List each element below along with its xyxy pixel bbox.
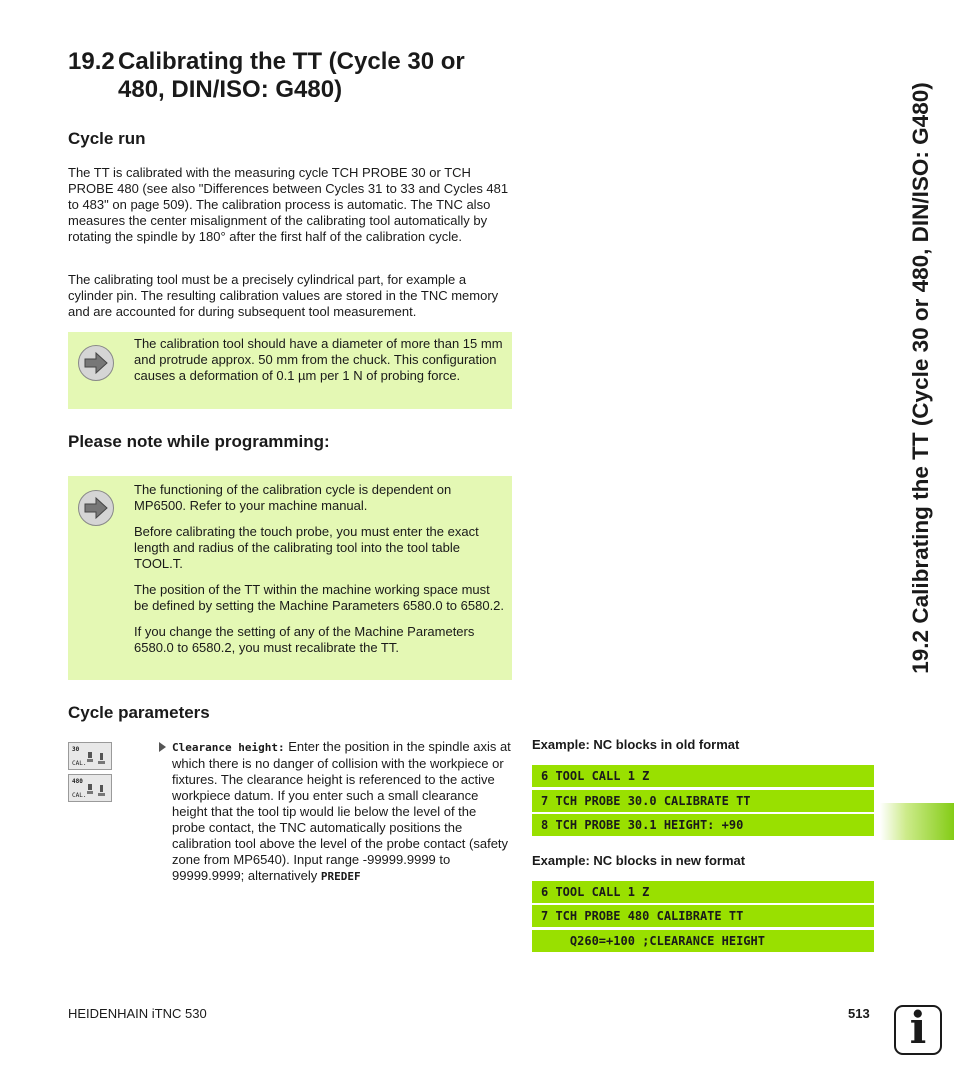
nc-block: 6 TOOL CALL 1 Z: [532, 881, 874, 903]
parameter-description: Enter the position in the spindle axis at which there is no danger of collision with the workpiece or fixtures. The clearance height is referenced to the active workpiece datum. If you enter such a small clearance height that the tool tip would lie below the level of the probe contact, the TNC automatically positions the calibration tool above the level of the probe contact (safety zone from MP6540). Input range -99999.9999 to 99999.9999; alternatively: [172, 739, 511, 883]
title-line-1: Calibrating the TT (Cycle 30 or: [118, 48, 465, 75]
chapter-tab: [880, 803, 954, 840]
triangle-bullet-icon: [159, 742, 166, 752]
info-icon: [894, 1005, 942, 1055]
note-item: The functioning of the calibration cycle is dependent on MP6500. Refer to your machine manual.: [134, 482, 452, 513]
title-line-2: 480, DIN/ISO: G480): [118, 76, 343, 103]
nc-block: Q260=+100 ;CLEARANCE HEIGHT: [532, 930, 874, 952]
example-old-heading: Example: NC blocks in old format: [532, 737, 740, 752]
nc-block: 7 TCH PROBE 30.0 CALIBRATE TT: [532, 790, 874, 812]
section-number: 19.2: [68, 48, 115, 75]
nc-block: 7 TCH PROBE 480 CALIBRATE TT: [532, 905, 874, 927]
info-glyph: i: [909, 1003, 927, 1054]
tool-probe-icon: [87, 781, 109, 797]
cycle-run-paragraph-1: The TT is calibrated with the measuring cycle TCH PROBE 30 or TCH PROBE 480 (see also "Differences between Cycles 31 to 33 and Cycles 481 to 483" on page 509). The calibration process is automatic. The TNC also measures the center misalignment of the calibrating tool automatically by rotating the spindle by 180° after the first half of the calibration cycle.: [68, 165, 509, 244]
cycle-run-paragraph-2: The calibrating tool must be a precisely cylindrical part, for example a cylinder pin. The resulting calibration values are stored in the TNC memory and are accounted for during subsequent tool measurement.: [68, 272, 499, 319]
page-title: [68, 48, 538, 104]
softkey-number: 30: [72, 746, 80, 753]
nc-block: 8 TCH PROBE 30.1 HEIGHT: +90: [532, 814, 874, 836]
parameter-name: Clearance height:: [172, 741, 285, 754]
cycle-run-heading: Cycle run: [68, 129, 146, 148]
calibration-tool-note: [68, 332, 512, 409]
tool-probe-icon: [87, 749, 109, 765]
example-new-heading: Example: NC blocks in new format: [532, 853, 746, 868]
softkey-cycle-30[interactable]: [68, 742, 112, 770]
parameter-alternative: PREDEF: [320, 870, 361, 883]
softkey-label: CAL.: [72, 760, 87, 767]
footer-brand: HEIDENHAIN iTNC 530: [68, 1006, 207, 1021]
note-text: The calibration tool should have a diameter of more than 15 mm and protrude approx. 50 mm from the chuck. This configuration causes a deformation of 0.1 µm per 1 N of probing force.: [134, 336, 503, 383]
programming-heading: Please note while programming:: [68, 432, 330, 451]
softkey-cycle-480[interactable]: [68, 774, 112, 802]
note-item: If you change the setting of any of the Machine Parameters 6580.0 to 6580.2, you must recalibrate the TT.: [134, 624, 475, 655]
softkey-label: CAL.: [72, 792, 87, 799]
softkey-number: 480: [72, 778, 83, 785]
programming-notes: [68, 476, 512, 680]
note-item: Before calibrating the touch probe, you must enter the exact length and radius of the calibrating tool into the tool table TOOL.T.: [134, 524, 479, 571]
clearance-height-parameter: [172, 739, 512, 885]
side-chapter-title: 19.2 Calibrating the TT (Cycle 30 or 480, DIN/ISO: G480): [908, 82, 933, 674]
arrow-right-icon: [78, 490, 114, 526]
page-number: 513: [848, 1006, 870, 1021]
nc-block: 6 TOOL CALL 1 Z: [532, 765, 874, 787]
arrow-right-icon: [78, 345, 114, 381]
cycle-parameters-heading: Cycle parameters: [68, 703, 210, 722]
note-item: The position of the TT within the machine working space must be defined by setting the Machine Parameters 6580.0 to 6580.2.: [134, 582, 505, 613]
